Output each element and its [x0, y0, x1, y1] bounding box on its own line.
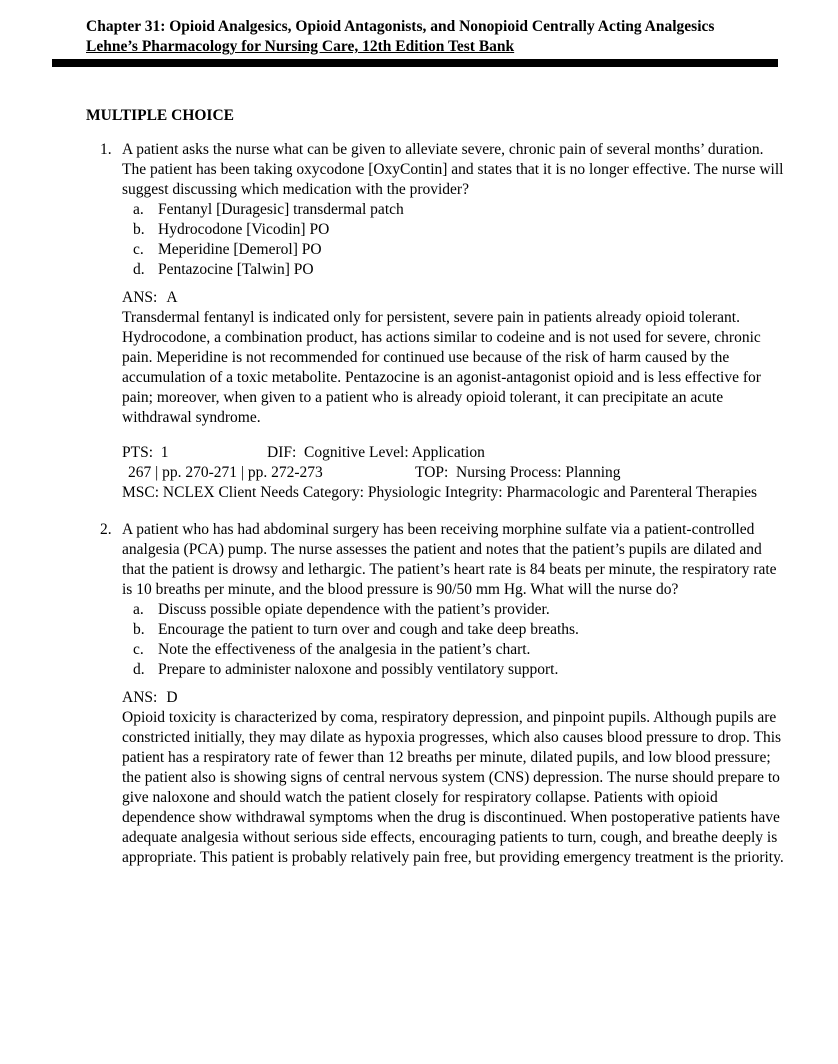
- question-number: 2.: [100, 521, 112, 538]
- answer-line: [122, 288, 788, 308]
- header-divider-bar: [52, 59, 778, 67]
- option-text: Hydrocodone [Vicodin] PO: [158, 221, 330, 238]
- option-item: [133, 600, 788, 620]
- questions-list: [0, 140, 838, 868]
- option-item: [133, 260, 788, 280]
- question-stem: A patient asks the nurse what can be given to alleviate severe, chronic pain of several months’ duration. The patient has been taking oxycodone [OxyContin] and states that it is no longer effective. The nurse will suggest discussing which medication with the provider?: [122, 141, 784, 198]
- ref-field: 267 | pp. 270-271 | pp. 272-273: [128, 464, 323, 481]
- options-list: [122, 600, 788, 680]
- option-item: [133, 240, 788, 260]
- option-text: Encourage the patient to turn over and cough and take deep breaths.: [158, 621, 579, 638]
- option-letter: b.: [133, 621, 145, 638]
- rationale-text: Opioid toxicity is characterized by coma, respiratory depression, and pinpoint pupils. Although pupils are constricted initially, they may dilate as hypoxia progresses, which also causes blood pressure to drop. This patient has a respiratory rate of fewer than 12 breaths per minute, dilated pupils, and low blood pressure; the patient also is showing signs of central nervous system (CNS) depression. The nurse should prepare to give naloxone and should watch the patient closely for respiratory collapse. Patients with opioid dependence show withdrawal symptoms when the drug is discontinued. When postoperative patients have adequate analgesia without serious side effects, encouraging patients to turn, cough, and breathe deeply is appropriate. This patient is probably relatively pain free, but providing emergency treatment is the priority.: [122, 709, 784, 866]
- option-item: [133, 660, 788, 680]
- option-text: Note the effectiveness of the analgesia in the patient’s chart.: [158, 641, 531, 658]
- answer-line: [122, 688, 788, 708]
- option-item: [133, 620, 788, 640]
- option-letter: c.: [133, 641, 144, 658]
- question-stem: A patient who has had abdominal surgery has been receiving morphine sulfate via a patient-controlled analgesia (PCA) pump. The nurse assesses the patient and notes that the patient’s pupils are dilated and that the patient is drowsy and lethargic. The patient’s heart rate is 84 beats per minute, the respiratory rate is 10 breaths per minute, and the blood pressure is 90/50 mm Hg. What will the nurse do?: [122, 521, 777, 598]
- section-heading: MULTIPLE CHOICE: [86, 107, 234, 124]
- answer-value: A: [166, 289, 178, 306]
- option-item: [133, 200, 788, 220]
- question-body: [122, 140, 788, 503]
- question-item: [100, 520, 786, 868]
- msc-field: MSC: NCLEX Client Needs Category: Physiologic Integrity: Pharmacologic and Parenteral Therapies: [122, 484, 758, 501]
- question-item: [100, 140, 786, 503]
- answer-label: ANS:: [122, 289, 158, 306]
- option-letter: b.: [133, 221, 145, 238]
- option-item: [133, 640, 788, 660]
- option-text: Prepare to administer naloxone and possibly ventilatory support.: [158, 661, 559, 678]
- option-text: Pentazocine [Talwin] PO: [158, 261, 314, 278]
- book-title: Lehne’s Pharmacology for Nursing Care, 12th Edition Test Bank: [86, 38, 515, 55]
- option-letter: a.: [133, 601, 144, 618]
- meta-line-ref-top: [122, 463, 788, 483]
- option-letter: c.: [133, 241, 144, 258]
- option-item: [133, 220, 788, 240]
- question-number: 1.: [100, 141, 112, 158]
- option-letter: d.: [133, 661, 145, 678]
- question-body: [122, 520, 788, 868]
- top-field: TOP: Nursing Process: Planning: [415, 464, 621, 481]
- option-text: Meperidine [Demerol] PO: [158, 241, 322, 258]
- option-text: Discuss possible opiate dependence with the patient’s provider.: [158, 601, 550, 618]
- pts-field: PTS: 1: [122, 444, 169, 461]
- document-header: [86, 17, 786, 57]
- option-text: Fentanyl [Duragesic] transdermal patch: [158, 201, 404, 218]
- answer-label: ANS:: [122, 689, 158, 706]
- dif-field: DIF: Cognitive Level: Application: [267, 444, 485, 461]
- option-letter: a.: [133, 201, 144, 218]
- rationale-text: Transdermal fentanyl is indicated only for persistent, severe pain in patients already opioid tolerant. Hydrocodone, a combination product, has actions similar to codeine and is not used for severe, chronic pain. Meperidine is not recommended for continued use because of the risk of harm caused by the accumulation of a toxic metabolite. Pentazocine is an agonist-antagonist opioid and is less effective for pain; moreover, when given to a patient who is already opioid tolerant, it can precipitate an acute withdrawal syndrome.: [122, 309, 761, 426]
- answer-value: D: [166, 689, 178, 706]
- meta-block: [122, 443, 788, 503]
- meta-line-pts-dif: [122, 443, 788, 463]
- option-letter: d.: [133, 261, 145, 278]
- chapter-title: Chapter 31: Opioid Analgesics, Opioid Antagonists, and Nonopioid Centrally Acting Analgesics: [86, 18, 715, 35]
- options-list: [122, 200, 788, 280]
